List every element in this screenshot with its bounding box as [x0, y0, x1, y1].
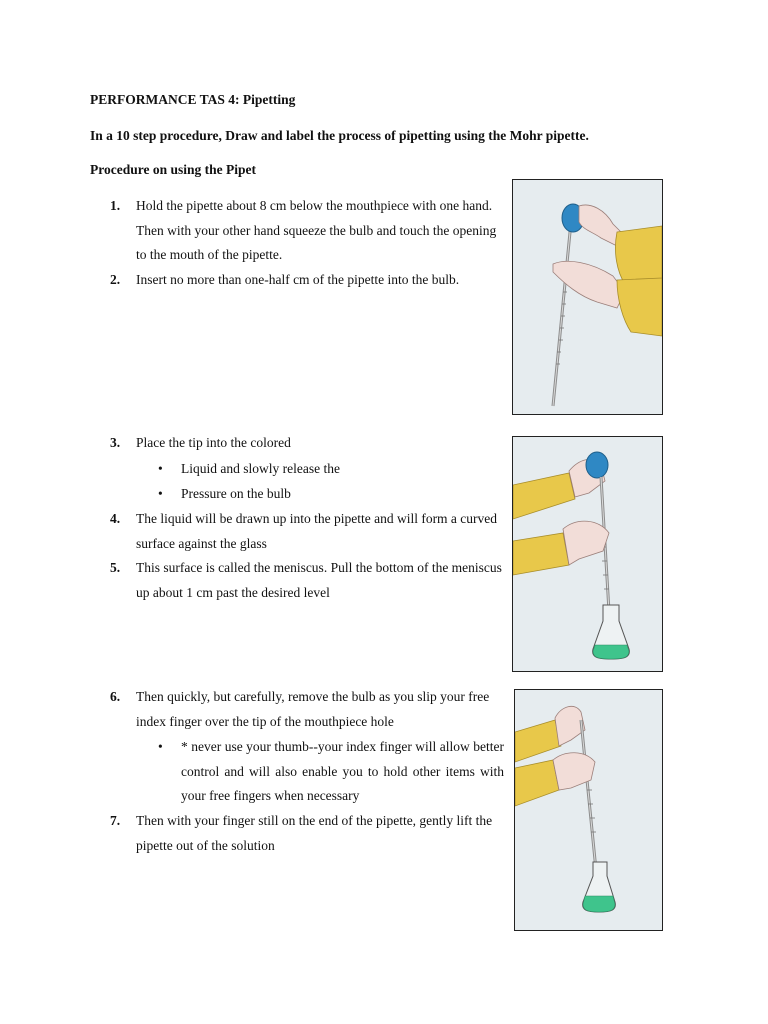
- step-2: [110, 268, 502, 293]
- instruction-text: In a 10 step procedure, Draw and label the process of pipetting using the Mohr pipette.: [90, 128, 589, 143]
- step-6: [110, 685, 502, 734]
- bullet-marker: •: [158, 486, 163, 501]
- figure-2-illustration: [512, 436, 663, 672]
- step-number: 6.: [110, 689, 121, 704]
- document-title: PERFORMANCE TAS 4: Pipetting: [90, 92, 296, 107]
- step-4: [110, 507, 502, 556]
- step-3: [110, 431, 502, 456]
- figure-3-illustration: [514, 689, 663, 931]
- step-7: [110, 809, 502, 858]
- step-number: 4.: [110, 511, 121, 526]
- step-text: Place the tip into the colored: [136, 435, 291, 450]
- section-heading: Procedure on using the Pipet: [90, 162, 257, 177]
- step-1: [110, 194, 502, 268]
- bullet-item: [158, 457, 504, 482]
- bullet-item: [158, 482, 504, 507]
- step-text: Then quickly, but carefully, remove the bulb as you slip your free index finger over the tip of the mouthpiece hole: [136, 689, 490, 729]
- step-text: Hold the pipette about 8 cm below the mouthpiece with one hand. Then with your other hand squeeze the bulb and touch the opening to the mouth of the pipette.: [136, 198, 497, 262]
- figure-2-drawing: [513, 437, 662, 671]
- step-number: 2.: [110, 272, 121, 287]
- bullet-text: * never use your thumb--your index finger will allow better control and will also enable you to hold other items with your free fingers when necessary: [181, 739, 504, 803]
- figure-1-drawing: [513, 180, 662, 414]
- figure-1-illustration: [512, 179, 663, 415]
- bullet-item: [158, 735, 504, 809]
- step-text: This surface is called the meniscus. Pull the bottom of the meniscus up about 1 cm past the desired level: [136, 560, 502, 600]
- bullet-marker: •: [158, 461, 163, 476]
- step-number: 1.: [110, 198, 121, 213]
- step-text: Then with your finger still on the end of the pipette, gently lift the pipette out of the solution: [136, 813, 493, 853]
- bullet-marker: •: [158, 739, 163, 754]
- step-text: Insert no more than one-half cm of the pipette into the bulb.: [136, 272, 460, 287]
- step-number: 5.: [110, 560, 121, 575]
- step-number: 7.: [110, 813, 121, 828]
- step-5: [110, 556, 502, 605]
- bullet-text: Liquid and slowly release the: [181, 461, 340, 476]
- step-number: 3.: [110, 435, 121, 450]
- bullet-text: Pressure on the bulb: [181, 486, 291, 501]
- figure-3-drawing: [515, 690, 662, 930]
- step-text: The liquid will be drawn up into the pipette and will form a curved surface against the glass: [136, 511, 498, 551]
